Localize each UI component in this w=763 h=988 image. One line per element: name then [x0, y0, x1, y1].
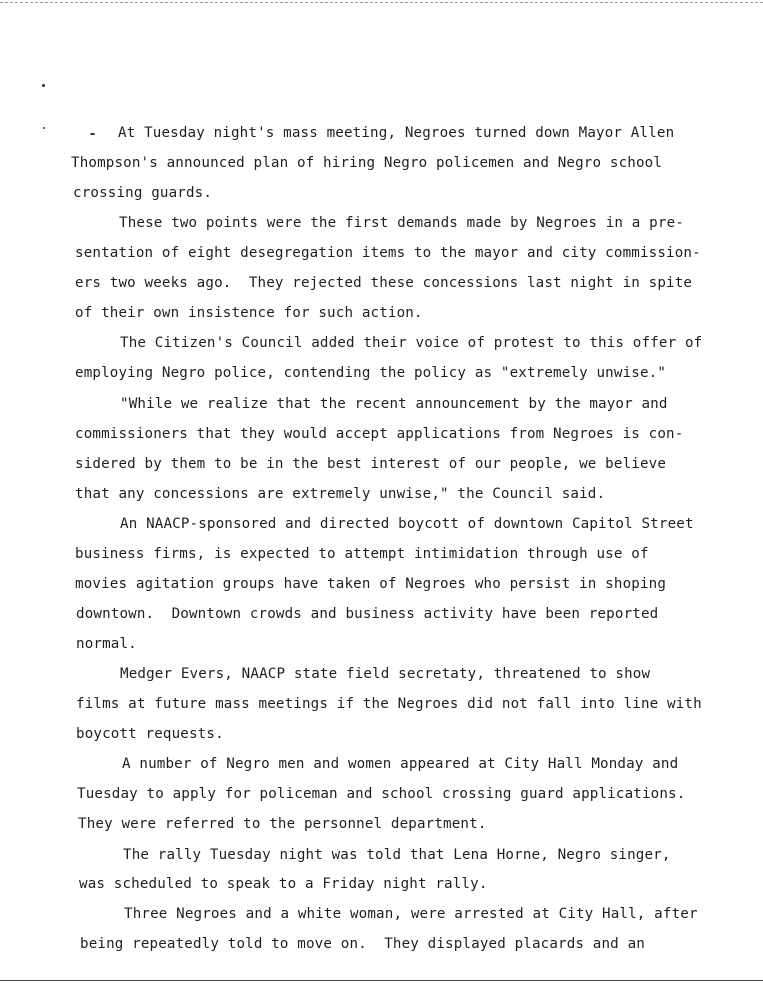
text-line: They were referred to the personnel department.	[78, 816, 487, 832]
text-line: "While we realize that the recent announcement by the mayor and	[120, 396, 668, 412]
text-line: The rally Tuesday night was told that Lena Horne, Negro singer,	[123, 847, 671, 863]
text-line: normal.	[76, 636, 137, 652]
text-line: ers two weeks ago. They rejected these concessions last night in spite	[75, 275, 693, 291]
text-line: boycott requests.	[76, 726, 224, 742]
bottom-border	[0, 980, 763, 981]
text-line: downtown. Downtown crowds and business activity have been reported	[76, 606, 659, 622]
text-line: was scheduled to speak to a Friday night rally.	[79, 876, 488, 892]
text-line: crossing guards.	[73, 185, 213, 201]
text-line: commissioners that they would accept applications from Negroes is con-	[75, 426, 684, 442]
text-line: movies agitation groups have taken of Negroes who persist in shoping	[75, 576, 667, 592]
text-line: business firms, is expected to attempt intimidation through use of	[75, 546, 649, 562]
text-line: sidered by them to be in the best interest of our people, we believe	[75, 456, 667, 472]
text-line: The Citizen's Council added their voice of protest to this offer of	[120, 335, 703, 351]
text-line: Tuesday to apply for policeman and school crossing guard applications.	[77, 786, 686, 802]
text-line: of their own insistence for such action.	[75, 305, 423, 321]
text-line: that any concessions are extremely unwise," the Council said.	[75, 486, 606, 502]
text-line: employing Negro police, contending the policy as "extremely unwise."	[75, 365, 667, 381]
text-line: A number of Negro men and women appeared at City Hall Monday and	[122, 756, 679, 772]
text-line: At Tuesday night's mass meeting, Negroes turned down Mayor Allen	[118, 125, 675, 141]
text-line: Medger Evers, NAACP state field secretaty, threatened to show	[120, 666, 651, 682]
text-line: Three Negroes and a white woman, were arrested at City Hall, after	[124, 906, 698, 922]
text-line: An NAACP-sponsored and directed boycott of downtown Capitol Street	[120, 516, 694, 532]
text-line: These two points were the first demands made by Negroes in a pre-	[119, 215, 684, 231]
text-line: being repeatedly told to move on. They displayed placards and an	[80, 936, 645, 952]
text-line: Thompson's announced plan of hiring Negro policemen and Negro school	[71, 155, 663, 171]
text-line: films at future mass meetings if the Negroes did not fall into line with	[76, 696, 702, 712]
text-line: sentation of eight desegregation items to the mayor and city commission-	[75, 245, 701, 261]
